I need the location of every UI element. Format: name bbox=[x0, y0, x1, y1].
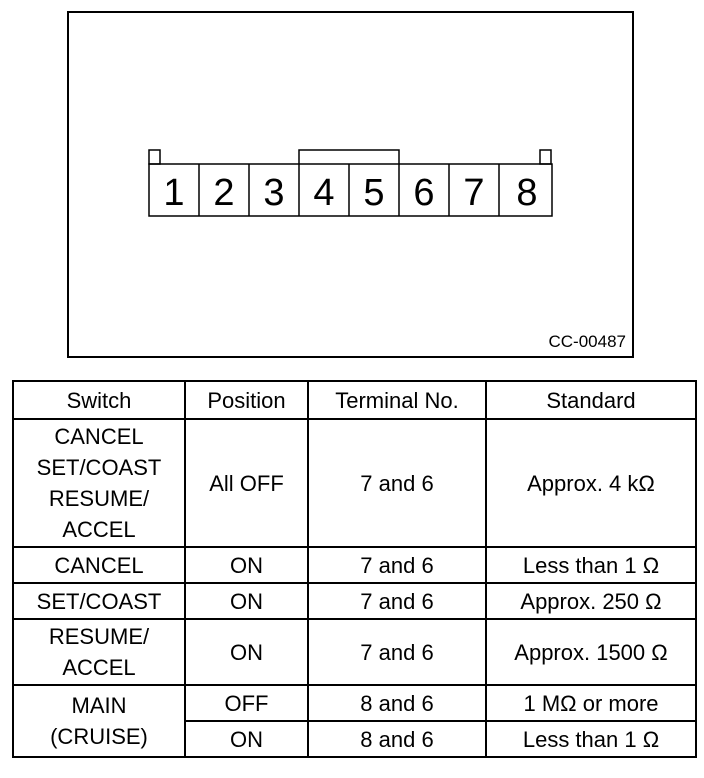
terminal-2: 2 bbox=[213, 172, 235, 214]
cell-standard: Approx. 1500 Ω bbox=[486, 619, 696, 685]
connector-diagram bbox=[69, 13, 632, 356]
figure-code: CC-00487 bbox=[548, 332, 626, 351]
cell-position: ON bbox=[185, 583, 308, 619]
cell-terminal: 8 and 6 bbox=[308, 721, 486, 757]
cell-switch: SET/COAST bbox=[13, 583, 185, 619]
cell-standard: Less than 1 Ω bbox=[486, 547, 696, 583]
terminal-1: 1 bbox=[163, 172, 185, 214]
cell-terminal: 7 and 6 bbox=[308, 419, 486, 547]
switch-spec-table bbox=[12, 380, 697, 758]
table-header-row bbox=[13, 381, 696, 419]
table-row bbox=[13, 547, 696, 583]
cell-terminal: 7 and 6 bbox=[308, 619, 486, 685]
cell-position: All OFF bbox=[185, 419, 308, 547]
header-position: Position bbox=[185, 381, 308, 419]
terminal-8: 8 bbox=[516, 172, 538, 214]
cell-standard: Approx. 250 Ω bbox=[486, 583, 696, 619]
table-row bbox=[13, 583, 696, 619]
cell-switch: CANCEL bbox=[13, 547, 185, 583]
cell-switch: CANCEL SET/COAST RESUME/ ACCEL bbox=[13, 419, 185, 547]
left-lock-tab bbox=[149, 150, 160, 164]
connector-figure bbox=[67, 11, 634, 358]
table-row bbox=[13, 419, 696, 547]
cell-switch: MAIN (CRUISE) bbox=[13, 685, 185, 757]
terminal-4: 4 bbox=[313, 172, 335, 214]
cell-position: OFF bbox=[185, 685, 308, 721]
cell-standard: Less than 1 Ω bbox=[486, 721, 696, 757]
terminal-5: 5 bbox=[363, 172, 385, 214]
terminal-3: 3 bbox=[263, 172, 285, 214]
cell-position: ON bbox=[185, 721, 308, 757]
header-switch: Switch bbox=[13, 381, 185, 419]
cell-standard: Approx. 4 kΩ bbox=[486, 419, 696, 547]
header-terminal: Terminal No. bbox=[308, 381, 486, 419]
terminal-6: 6 bbox=[413, 172, 435, 214]
cell-position: ON bbox=[185, 619, 308, 685]
cell-terminal: 7 and 6 bbox=[308, 547, 486, 583]
connector-body bbox=[149, 164, 552, 216]
terminal-7: 7 bbox=[463, 172, 485, 214]
cell-standard: 1 MΩ or more bbox=[486, 685, 696, 721]
cell-switch: RESUME/ ACCEL bbox=[13, 619, 185, 685]
cell-terminal: 7 and 6 bbox=[308, 583, 486, 619]
cell-terminal: 8 and 6 bbox=[308, 685, 486, 721]
connector-key bbox=[299, 150, 399, 164]
right-lock-tab bbox=[540, 150, 551, 164]
cell-position: ON bbox=[185, 547, 308, 583]
table-row bbox=[13, 619, 696, 685]
header-standard: Standard bbox=[486, 381, 696, 419]
table-row bbox=[13, 685, 696, 721]
